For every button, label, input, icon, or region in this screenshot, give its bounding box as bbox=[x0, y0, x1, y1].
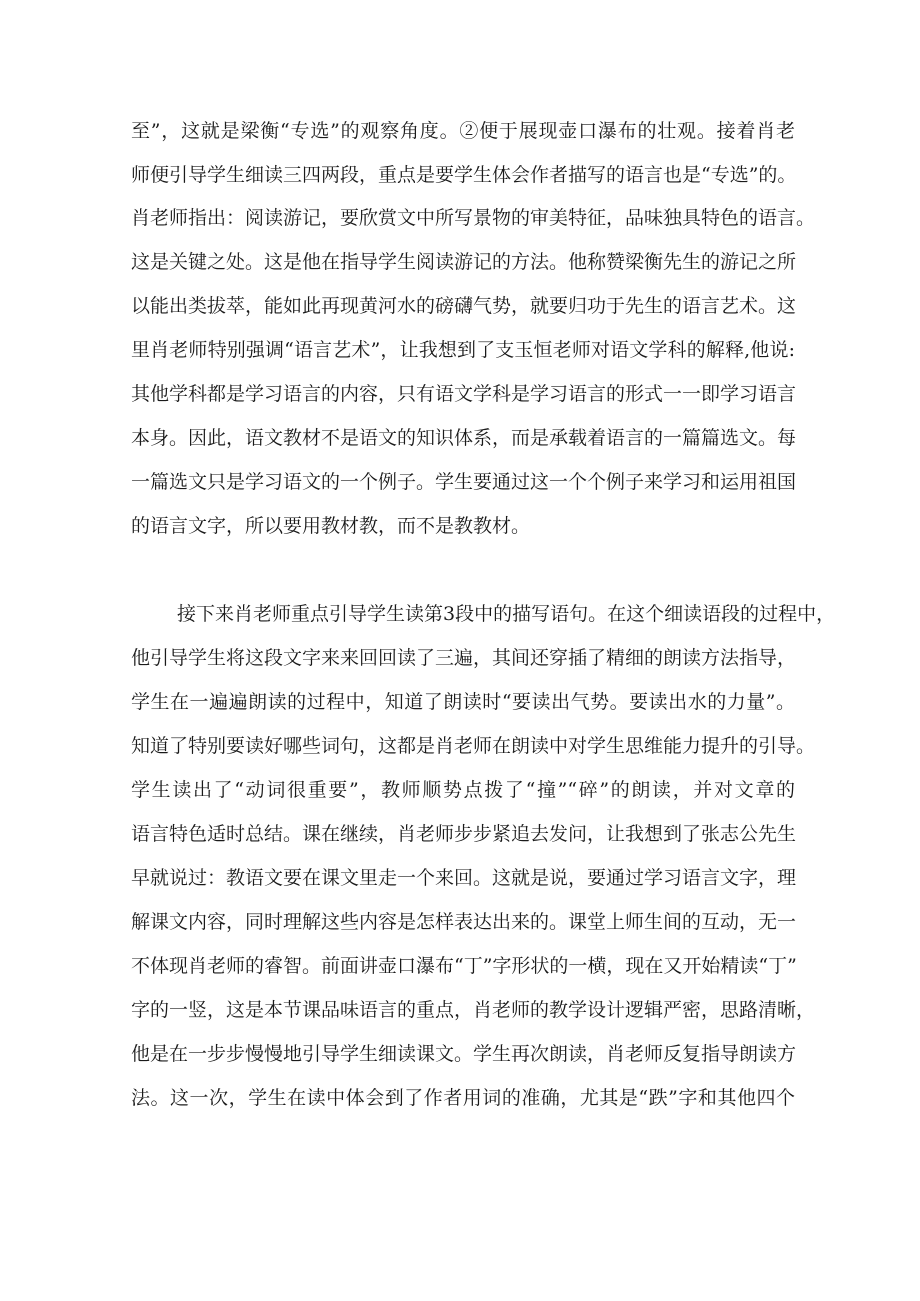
text-line: 其他学科都是学习语言的内容，只有语文学科是学习语言的形式一一即学习语言 bbox=[131, 383, 797, 405]
text-line: 里肖老师特别强调“语言艺术”，让我想到了支玉恒老师对语文学科的解释,他说: bbox=[131, 339, 795, 361]
text-line: 学生读出了“动词很重要”，教师顺势点拨了“撞”“碎”的朗读，并对文章的 bbox=[131, 779, 795, 801]
text-line: 师便引导学生细读三四两段，重点是要学生体会作者描写的语言也是“专选”的。 bbox=[131, 164, 797, 186]
text-line: 字的一竖，这是本节课品味语言的重点，肖老师的教学设计逻辑严密，思路清晰， bbox=[131, 999, 816, 1021]
text-line: 本身。因此，语文教材不是语文的知识体系，而是承载着语言的一篇篇选文。每 bbox=[131, 427, 797, 449]
text-line: 法。这一次，学生在读中体会到了作者用词的准确，尤其是“跌”字和其他四个 bbox=[131, 1087, 795, 1109]
text-line: 早就说过：教语文要在课文里走一个来回。这就是说，要通过学习语言文字，理 bbox=[131, 867, 797, 889]
text-line: 的语言文字，所以要用教材教，而不是教教材。 bbox=[131, 515, 531, 537]
text-line: 知道了特别要读好哪些词句，这都是肖老师在朗读中对学生思维能力提升的引导。 bbox=[131, 735, 816, 757]
text-line: 接下来肖老师重点引导学生读第3段中的描写语句。在这个细读语段的过程中， bbox=[177, 603, 836, 625]
text-line: 学生在一遍遍朗读的过程中，知道了朗读时“要读出气势。要读出水的力量”。 bbox=[131, 691, 795, 713]
text-line: 语言特色适时总结。课在继续，肖老师步步紧追去发问，让我想到了张志公先生 bbox=[131, 823, 797, 845]
text-line: 他是在一步步慢慢地引导学生细读课文。学生再次朗读，肖老师反复指导朗读方 bbox=[131, 1043, 797, 1065]
text-line: 一篇选文只是学习语文的一个例子。学生要通过这一个个例子来学习和运用祖国 bbox=[131, 471, 797, 493]
text-line: 他引导学生将这段文字来来回回读了三遍，其间还穿插了精细的朗读方法指导， bbox=[131, 647, 797, 669]
text-line: 肖老师指出：阅读游记，要欣赏文中所写景物的审美特征，品味独具特色的语言。 bbox=[131, 207, 816, 229]
text-line: 这是关键之处。这是他在指导学生阅读游记的方法。他称赞梁衡先生的游记之所 bbox=[131, 251, 797, 273]
text-line: 解课文内容，同时理解这些内容是怎样表达出来的。课堂上师生间的互动，无一 bbox=[131, 911, 797, 933]
text-line: 至”，这就是梁衡“专选”的观察角度。②便于展现壶口瀑布的壮观。接着肖老 bbox=[131, 120, 795, 142]
text-line: 不体现肖老师的睿智。前面讲壶口瀑布“丁”字形状的一横，现在又开始精读“丁” bbox=[131, 955, 797, 977]
text-line: 以能出类拔萃，能如此再现黄河水的磅礴气势，就要归功于先生的语言艺术。这 bbox=[131, 295, 797, 317]
